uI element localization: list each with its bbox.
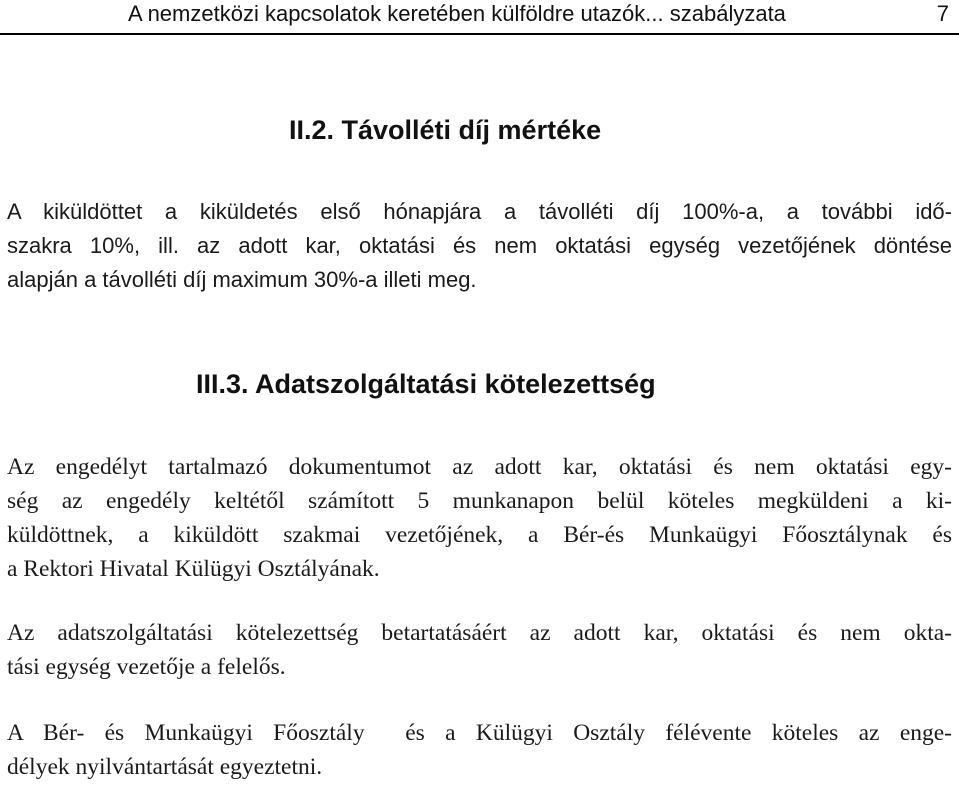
paragraph-line: A Bér- és Munkaügyi Főosztály és a Külügyi Osztály félévente köteles az enge- [7, 720, 952, 746]
paragraph-line: A kiküldöttet a kiküldetés első hónapjára a távolléti díj 100%-a, a további idő- [7, 199, 952, 224]
paragraph-adatszolgaltatas-3 [7, 716, 952, 784]
paragraph-line: alapján a távolléti díj maximum 30%-a illeti meg. [7, 267, 477, 292]
paragraph-line: a Rektori Hivatal Külügyi Osztályának. [7, 556, 380, 582]
paragraph-tavolleti-dij [7, 195, 952, 297]
section-heading-ii-2: II.2. Távolléti díj mértéke [289, 115, 602, 145]
paragraph-line: ség az engedély keltétől számított 5 munkanapon belül köteles megküldeni a ki- [7, 488, 952, 514]
page-number: 7 [936, 1, 949, 26]
header-title: A nemzetközi kapcsolatok keretében külföldre utazók... szabályzata [128, 1, 786, 26]
paragraph-adatszolgaltatas-2 [7, 616, 952, 684]
paragraph-line: Az adatszolgáltatási kötelezettség betartatásáért az adott kar, oktatási és nem okta- [7, 620, 952, 646]
paragraph-line: délyek nyilvántartását egyeztetni. [7, 754, 323, 780]
paragraph-line: Az engedélyt tartalmazó dokumentumot az adott kar, oktatási és nem oktatási egy- [7, 454, 952, 480]
paragraph-line: tási egység vezetője a felelős. [7, 654, 286, 680]
paragraph-adatszolgaltatas-1 [7, 450, 952, 586]
running-header [0, 0, 959, 35]
paragraph-line: szakra 10%, ill. az adott kar, oktatási és nem oktatási egység vezetőjének döntése [7, 233, 952, 258]
paragraph-line: küldöttnek, a kiküldött szakmai vezetőjének, a Bér-és Munkaügyi Főosztálynak és [7, 522, 952, 548]
section-heading-iii-3: III.3. Adatszolgáltatási kötelezettség [196, 369, 656, 399]
